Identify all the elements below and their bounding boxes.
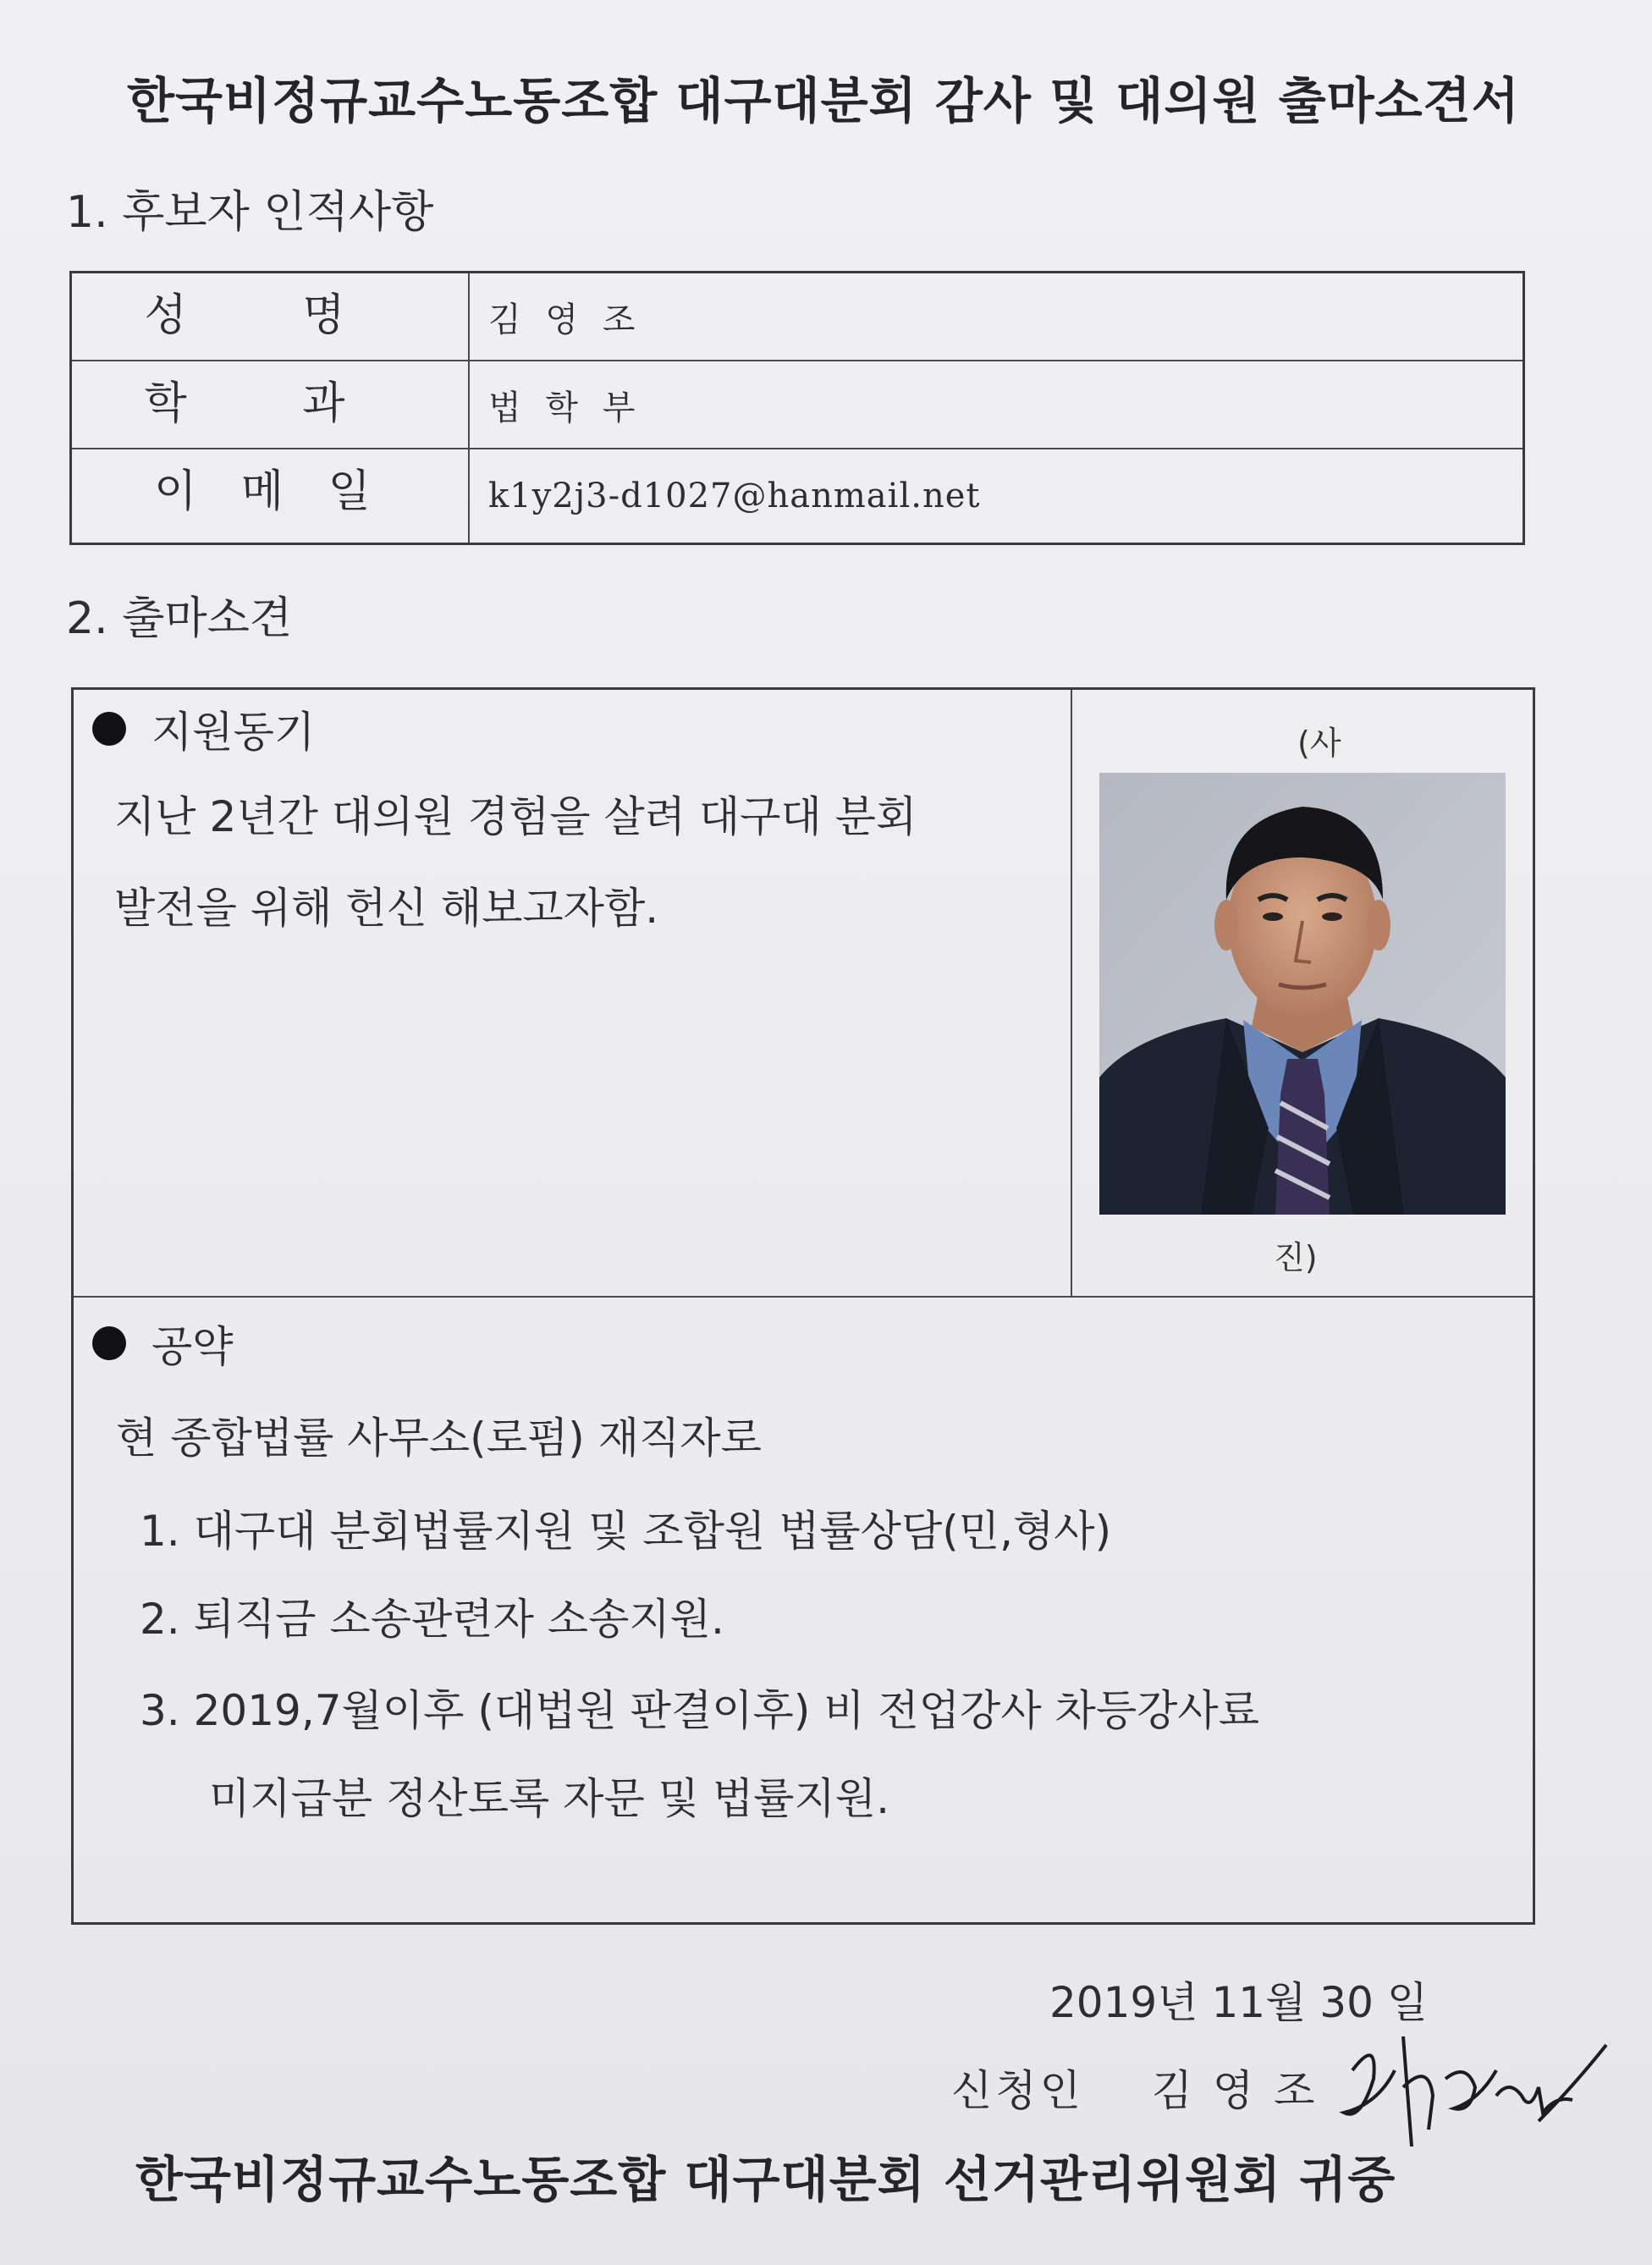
motivation-heading — [92, 698, 315, 759]
motivation-line: 발전을 위해 헌신 해보고자함. — [114, 884, 659, 933]
candidate-photo — [1099, 773, 1506, 1215]
email-row — [72, 449, 1523, 543]
email-label: 이 메 일 — [72, 449, 470, 543]
bullet-icon — [92, 712, 126, 746]
pledges-section — [74, 1298, 1533, 1922]
pledge-item-continuation: 미지급분 정산토록 자문 및 법률지원. — [209, 1774, 889, 1823]
candidate-info-table — [69, 271, 1525, 545]
pledge-item: 2. 퇴직금 소송관련자 소송지원. — [140, 1595, 724, 1644]
pledge-item: 3. 2019,7월이후 (대법원 판결이후) 비 전업강사 차등강사료 — [140, 1686, 1260, 1735]
pledges-heading-text: 공약 — [151, 1322, 234, 1371]
department-value: 법 학 부 — [488, 389, 642, 427]
section-heading-statement: 2. 출마소견 — [66, 593, 293, 644]
photo-caption-bottom: 진) — [1274, 1239, 1318, 1276]
name-row — [72, 273, 1523, 361]
motivation-cell — [74, 690, 1072, 1298]
motivation-line: 지난 2년간 대의원 경험을 살려 대구대 분회 — [114, 792, 917, 841]
application-date: 2019년 11월 30 일 — [1049, 1978, 1429, 2027]
pledges-intro: 현 종합법률 사무소(로펌) 재직자로 — [116, 1414, 762, 1463]
photo-caption-top: (사 — [1297, 725, 1341, 762]
pledges-heading — [92, 1313, 234, 1374]
email-value: k1y2j3-d1027@hanmail.net — [488, 477, 981, 515]
statement-box — [71, 687, 1535, 1925]
name-value: 김 영 조 — [488, 300, 642, 339]
applicant-line — [951, 2057, 1318, 2118]
document-title: 한국비정규교수노동조합 대구대분회 감사 및 대의원 출마소견서 — [127, 72, 1520, 130]
photo-cell — [1072, 690, 1533, 1298]
bullet-icon — [92, 1326, 126, 1360]
signature-icon — [1327, 2020, 1615, 2155]
department-label: 학 과 — [72, 361, 470, 448]
pledge-item: 1. 대구대 분회법률지원 및 조합원 법률상담(민,형사) — [140, 1507, 1112, 1556]
section-heading-candidate-info: 1. 후보자 인적사항 — [66, 187, 434, 238]
applicant-name: 김 영 조 — [1151, 2066, 1319, 2115]
motivation-heading-text: 지원동기 — [151, 708, 316, 757]
addressee-footer: 한국비정규교수노동조합 대구대분회 선거관리위원회 귀중 — [135, 2151, 1396, 2208]
department-row — [72, 361, 1523, 449]
candidate-portrait-icon — [1099, 773, 1506, 1215]
applicant-label: 신청인 — [951, 2066, 1084, 2115]
name-label: 성 명 — [72, 273, 470, 360]
